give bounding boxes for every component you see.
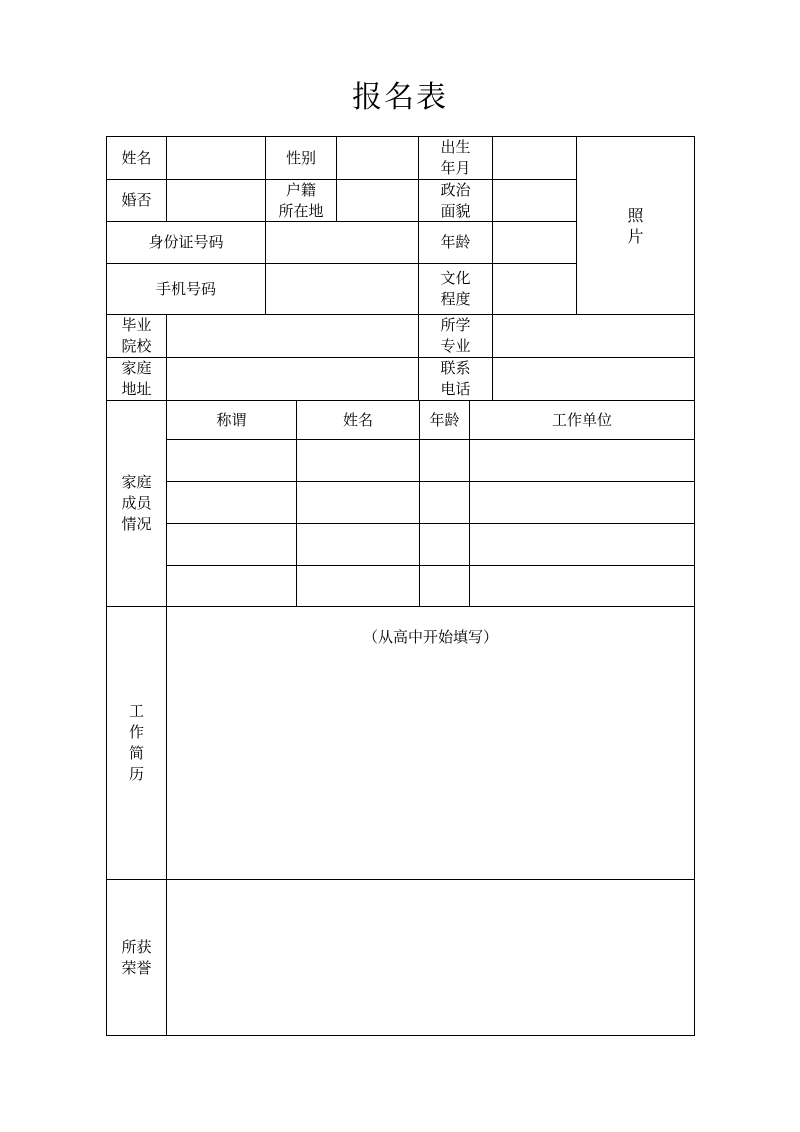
family-cell[interactable]	[166, 565, 296, 606]
education-label: 文化 程度	[418, 263, 492, 314]
family-section-label: 家庭 成员 情况	[106, 400, 166, 606]
page-title: 报名表	[352, 80, 448, 115]
resume-field[interactable]	[166, 606, 695, 879]
family-cell[interactable]	[166, 439, 296, 481]
family-cell[interactable]	[296, 439, 419, 481]
resume-section-label: 工 作 简 历	[106, 606, 166, 879]
id-label: 身份证号码	[106, 221, 265, 263]
phone-label: 手机号码	[106, 263, 265, 314]
family-cell[interactable]	[166, 481, 296, 523]
family-cell[interactable]	[469, 439, 695, 481]
hukou-field[interactable]	[336, 179, 418, 221]
political-label: 政治 面貌	[418, 179, 492, 221]
family-cell[interactable]	[296, 565, 419, 606]
hukou-label: 户籍 所在地	[265, 179, 336, 221]
phone-field[interactable]	[265, 263, 418, 314]
gender-field[interactable]	[336, 136, 418, 179]
family-cell[interactable]	[166, 523, 296, 565]
honors-section-label: 所获 荣誉	[106, 879, 166, 1036]
major-field[interactable]	[492, 314, 695, 357]
family-cell[interactable]	[419, 481, 469, 523]
family-cell[interactable]	[296, 481, 419, 523]
contact-label: 联系 电话	[418, 357, 492, 400]
gender-label: 性别	[265, 136, 336, 179]
address-field[interactable]	[166, 357, 418, 400]
photo-area[interactable]: 照 片	[576, 136, 695, 314]
family-cell[interactable]	[419, 523, 469, 565]
family-cell[interactable]	[469, 481, 695, 523]
birth-label: 出生 年月	[418, 136, 492, 179]
family-col-name: 姓名	[296, 400, 419, 439]
age-label: 年龄	[418, 221, 492, 263]
family-col-age: 年龄	[419, 400, 469, 439]
id-field[interactable]	[265, 221, 418, 263]
address-label: 家庭 地址	[106, 357, 166, 400]
family-cell[interactable]	[296, 523, 419, 565]
name-field[interactable]	[166, 136, 265, 179]
age-field[interactable]	[492, 221, 576, 263]
resume-hint: （从高中开始填写）	[362, 628, 498, 646]
family-col-workplace: 工作单位	[469, 400, 695, 439]
family-cell[interactable]	[469, 523, 695, 565]
family-col-relation: 称谓	[166, 400, 296, 439]
name-label: 姓名	[106, 136, 166, 179]
married-field[interactable]	[166, 179, 265, 221]
family-cell[interactable]	[469, 565, 695, 606]
contact-field[interactable]	[492, 357, 695, 400]
birth-field[interactable]	[492, 136, 576, 179]
family-cell[interactable]	[419, 439, 469, 481]
school-label: 毕业 院校	[106, 314, 166, 357]
married-label: 婚否	[106, 179, 166, 221]
major-label: 所学 专业	[418, 314, 492, 357]
registration-form-table	[106, 136, 695, 1036]
honors-field[interactable]	[166, 879, 695, 1036]
school-field[interactable]	[166, 314, 418, 357]
family-cell[interactable]	[419, 565, 469, 606]
political-field[interactable]	[492, 179, 576, 221]
education-field[interactable]	[492, 263, 576, 314]
